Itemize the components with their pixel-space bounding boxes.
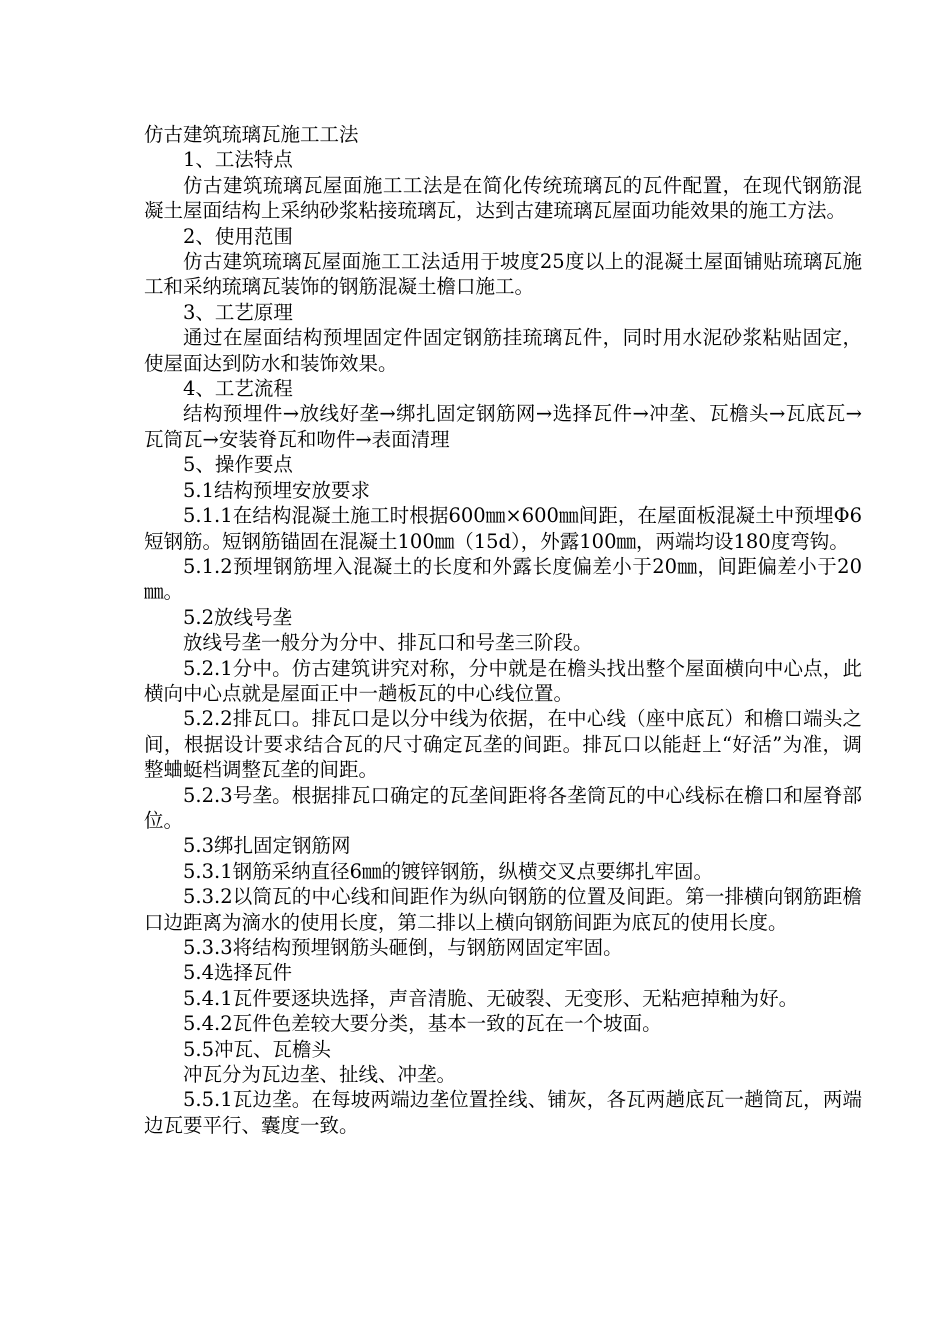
- paragraph: 5.3.3将结构预埋钢筋头砸倒，与钢筋网固定牢固。: [183, 936, 623, 959]
- section-heading: 4、工艺流程: [183, 377, 293, 401]
- subsection-heading: 5.1结构预埋安放要求: [183, 478, 371, 502]
- paragraph: 5.1.1在结构混凝土施工时根据600㎜×600㎜间距，在屋面板混凝土中预埋Φ6短钢筋。短钢筋锚固在混凝土100㎜（15d），外露100㎜，两端均设180度弯钩。: [144, 504, 862, 553]
- paragraph: 仿古建筑琉璃瓦屋面施工工法适用于坡度25度以上的混凝土屋面铺贴琉璃瓦施工和采纳琉璃瓦装饰的钢筋混凝土檐口施工。: [144, 250, 862, 299]
- subsection-heading: 5.4选择瓦件: [183, 961, 293, 985]
- paragraph: 5.2.2排瓦口。排瓦口是以分中线为依据，在中心线（座中底瓦）和檐口端头之间，根据设计要求结合瓦的尺寸确定瓦垄的间距。排瓦口以能赶上“好活”为准，调整蛐蜓档调整瓦垄的间距。: [144, 707, 862, 782]
- paragraph: 5.5.1瓦边垄。在每坡两端边垄位置拴线、铺灰，各瓦两趟底瓦一趟筒瓦，两端边瓦要平行、囊度一致。: [144, 1088, 862, 1137]
- paragraph: 5.4.1瓦件要逐块选择，声音清脆、无破裂、无变形、无粘疤掉釉为好。: [183, 986, 799, 1010]
- document-page: [144, 122, 862, 1138]
- paragraph: 5.1.2预埋钢筋埋入混凝土的长度和外露长度偏差小于20㎜，间距偏差小于20㎜。: [144, 554, 862, 604]
- section-heading: 5、操作要点: [183, 453, 293, 477]
- paragraph: 仿古建筑琉璃瓦屋面施工工法是在简化传统琉璃瓦的瓦件配置，在现代钢筋混凝土屋面结构上采纳砂浆粘接琉璃瓦，达到古建琉璃瓦屋面功能效果的施工方法。: [144, 173, 862, 223]
- section-heading: 1、工法特点: [183, 148, 293, 172]
- paragraph: 5.2.1分中。仿古建筑讲究对称，分中就是在檐头找出整个屋面横向中心点，此横向中心点就是屋面正中一趟板瓦的中心线位置。: [144, 656, 862, 705]
- paragraph: 5.3.2以筒瓦的中心线和间距作为纵向钢筋的位置及间距。第一排横向钢筋距檐口边距离为滴水的使用长度，第二排以上横向钢筋间距为底瓦的使用长度。: [144, 885, 862, 934]
- paragraph: 结构预埋件→放线好垄→绑扎固定钢筋网→选择瓦件→冲垄、瓦檐头→瓦底瓦→瓦筒瓦→安装脊瓦和吻件→表面清理: [144, 402, 862, 451]
- section-heading: 3、工艺原理: [183, 300, 293, 324]
- paragraph: 5.2.3号垄。根据排瓦口确定的瓦垄间距将各垄筒瓦的中心线标在檐口和屋脊部位。: [144, 783, 862, 832]
- paragraph: 5.3.1钢筋采纳直径6㎜的镀锌钢筋，纵横交叉点要绑扎牢固。: [183, 859, 714, 883]
- section-heading: 2、使用范围: [183, 224, 293, 248]
- paragraph: 5.4.2瓦件色差较大要分类，基本一致的瓦在一个坡面。: [183, 1012, 662, 1036]
- paragraph: 放线号垄一般分为分中、排瓦口和号垄三阶段。: [183, 631, 593, 655]
- subsection-heading: 5.5冲瓦、瓦檐头: [183, 1037, 332, 1061]
- paragraph: 通过在屋面结构预埋固定件固定钢筋挂琉璃瓦件，同时用水泥砂浆粘贴固定，使屋面达到防水和装饰效果。: [144, 326, 862, 375]
- document-title: 仿古建筑琉璃瓦施工工法: [144, 123, 359, 146]
- subsection-heading: 5.2放线号垄: [183, 605, 293, 629]
- subsection-heading: 5.3绑扎固定钢筋网: [183, 834, 351, 858]
- paragraph: 冲瓦分为瓦边垄、扯线、冲垄。: [183, 1063, 457, 1087]
